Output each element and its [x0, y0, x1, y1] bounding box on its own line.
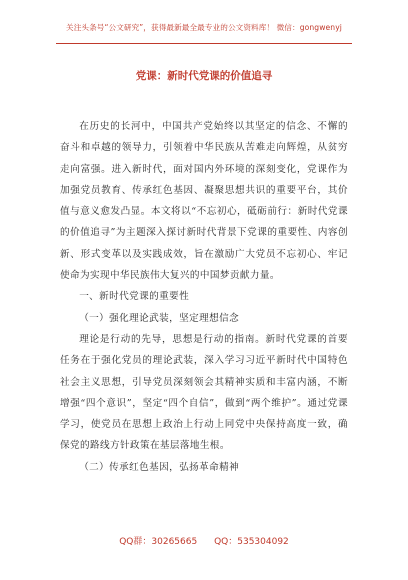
- header-divider: [56, 43, 352, 44]
- header-note: 关注头条号“公文研究”，获得最新最全最专业的公文资料库！ 微信：gongwenyj: [66, 23, 342, 32]
- footer-qq-number: QQ：535304092: [214, 537, 289, 547]
- section-heading-1: 一、新时代党课的重要性: [79, 291, 190, 303]
- document-title: 党课：新时代党课的价值追寻: [135, 70, 273, 82]
- subsection-heading-1: （一）强化理论武装，坚定理想信念: [79, 312, 240, 324]
- subsection-1-paragraph: 理论是行动的先导，思想是行动的指南。新时代党课的首要任务在于强化党员的理论武装，深入学习习近平新时代中国特色社会主义思想，引导党员深刻领会其精神实质和丰富内涵，不断增强“四个意识”，坚定“四个自信”，做到“两个维护”。通过党课学习，使党员在思想上政治上行动上同党中央保持高度一致，确保党的路线方针政策在基层落地生根。: [60, 333, 348, 452]
- subsection-heading-2: （二）传承红色基因，弘扬革命精神: [79, 461, 240, 473]
- intro-paragraph: 在历史的长河中，中国共产党始终以其坚定的信念、不懈的奋斗和卓越的领导力，引领着中华民族从苦难走向辉煌，从贫穷走向富强。进入新时代，面对国内外环境的深刻变化，党课作为加强党员教育、传承红色基因、凝聚思想共识的重要平台，其价值与意义愈发凸显。本文将以“不忘初心，砥砺前行：新时代党课的价值追寻”为主题深入探讨新时代背景下党课的重要性、内容创新、形式变革以及实践成效，旨在激励广大党员不忘初心、牢记使命为实现中华民族伟大复兴的中国梦贡献力量。: [60, 121, 348, 282]
- footer-qq-group: QQ群：30265665: [119, 537, 198, 547]
- document-body: [60, 116, 348, 478]
- footer-contact: [0, 534, 408, 547]
